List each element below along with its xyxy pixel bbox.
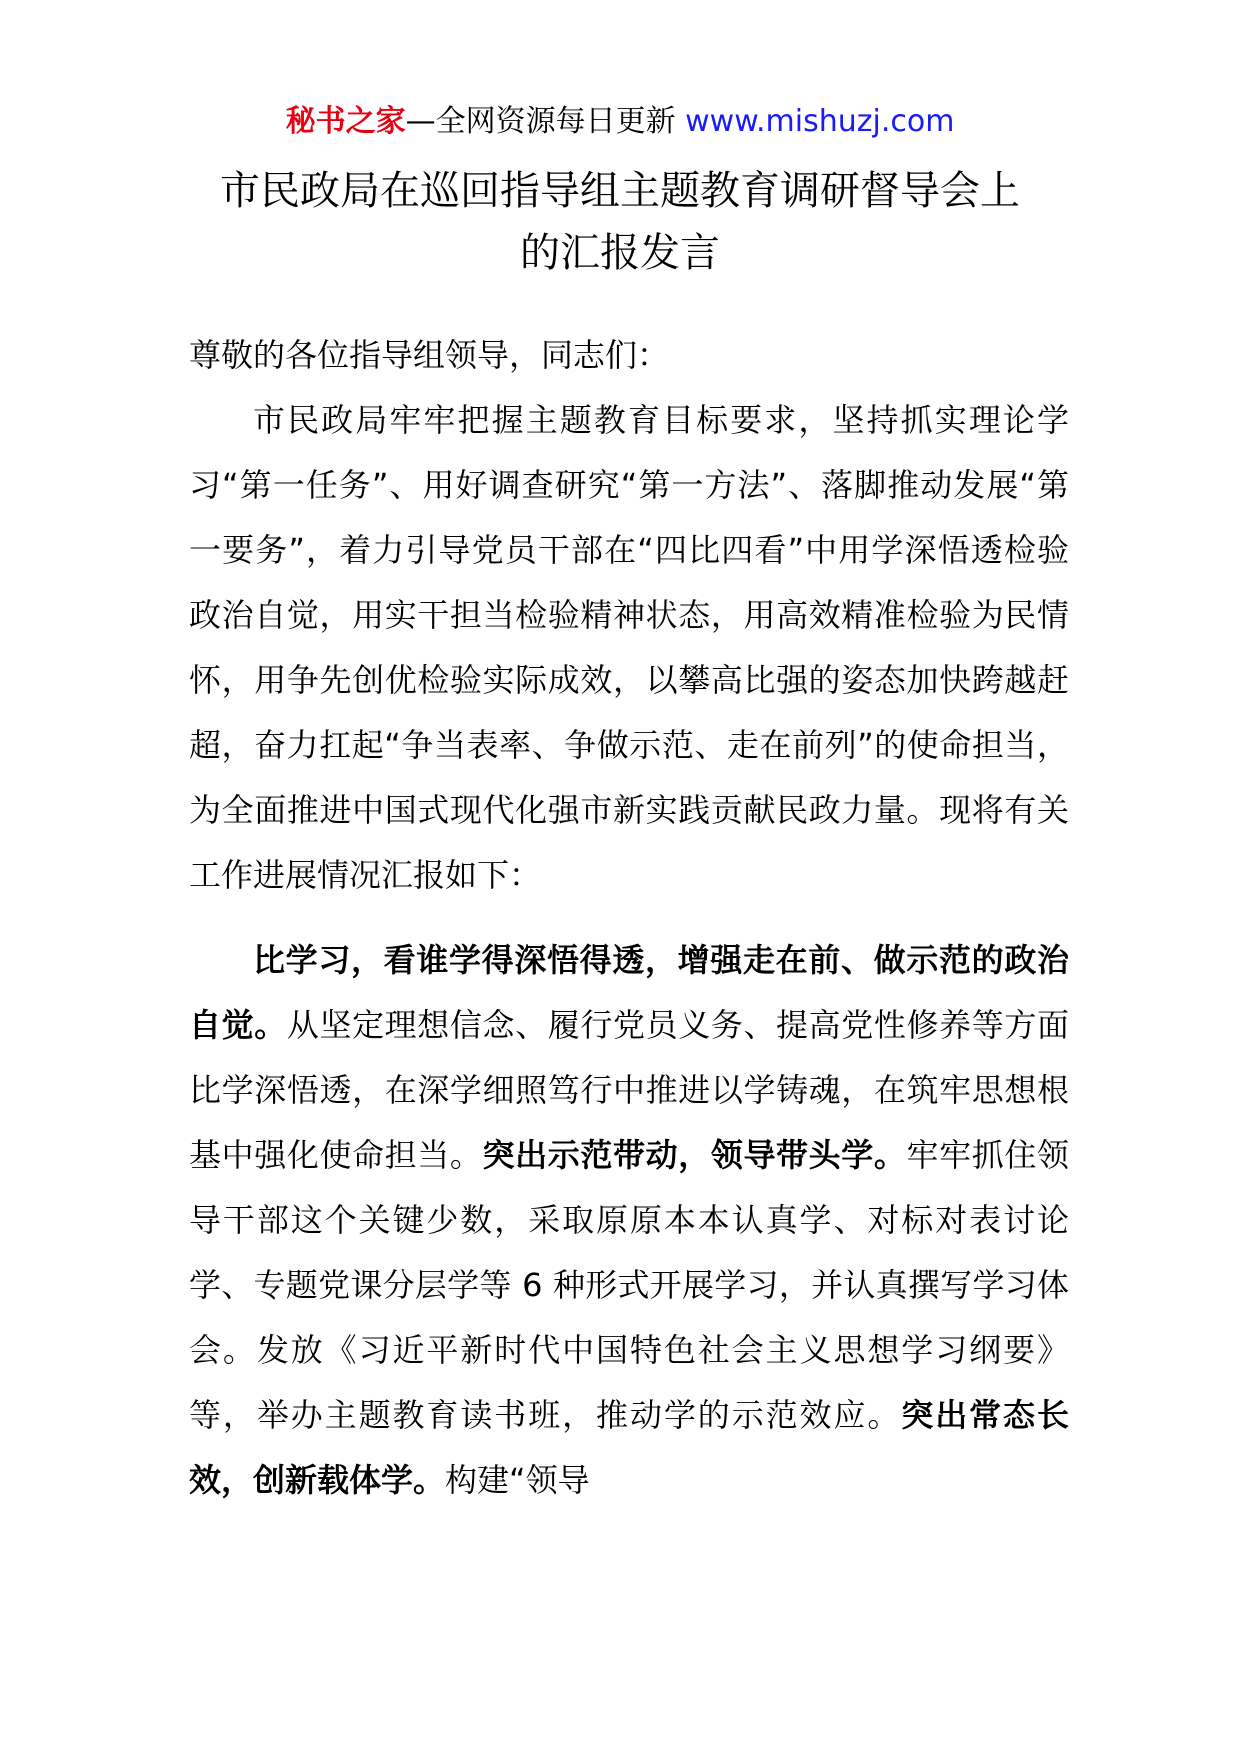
title-line-2: 的汇报发言 xyxy=(520,230,720,276)
document-title xyxy=(0,160,1240,284)
section-1-paragraph xyxy=(189,928,1069,1513)
intro-paragraph: 市民政局牢牢把握主题教育目标要求，坚持抓实理论学习“第一任务”、用好调查研究“第一方法”、落脚推动发展“第一要务”，着力引导党员干部在“四比四看”中用学深悟透检验政治自觉，用实干担当检验精神状态，用高效精准检验为民情怀，用争先创优检验实际成效，以攀高比强的姿态加快跨越赶超，奋力扛起“争当表率、争做示范、走在前列”的使命担当，为全面推进中国式现代化强市新实践贡献民政力量。现将有关工作进展情况汇报如下： xyxy=(189,401,1069,894)
title-line-1: 市民政局在巡回指导组主题教育调研督导会上 xyxy=(220,168,1020,214)
header-tagline: —全网资源每日更新 xyxy=(405,104,686,139)
section-1-subheading-2: 突出常态长效，创新载体学。 xyxy=(189,1396,1069,1499)
section-1-text-3: 构建“领导 xyxy=(445,1461,590,1499)
section-1-heading: 比学习，看谁学得深悟得透，增强走在前、做示范的政治自觉。 xyxy=(189,941,1069,1044)
site-header xyxy=(0,100,1240,144)
brand-name: 秘书之家 xyxy=(285,104,406,139)
section-1-subheading-1: 突出示范带动，领导带头学。 xyxy=(482,1136,907,1174)
salutation: 尊敬的各位指导组领导，同志们： xyxy=(189,336,670,374)
document-body xyxy=(189,323,1069,1513)
site-url-link[interactable]: www.mishuzj.com xyxy=(685,104,955,139)
section-1-text-2: 牢牢抓住领导干部这个关键少数，采取原原本本认真学、对标对表讨论学、专题党课分层学等 6 种形式开展学习，并认真撰写学习体会。发放《习近平新时代中国特色社会主义思想学习纲要》等，举办主题教育读书班，推动学的示范效应。 xyxy=(189,1136,1069,1434)
section-1-text-1: 从坚定理想信念、履行党员义务、提高党性修养等方面比学深悟透，在深学细照笃行中推进以学铸魂，在筑牢思想根基中强化使命担当。 xyxy=(189,1006,1069,1174)
